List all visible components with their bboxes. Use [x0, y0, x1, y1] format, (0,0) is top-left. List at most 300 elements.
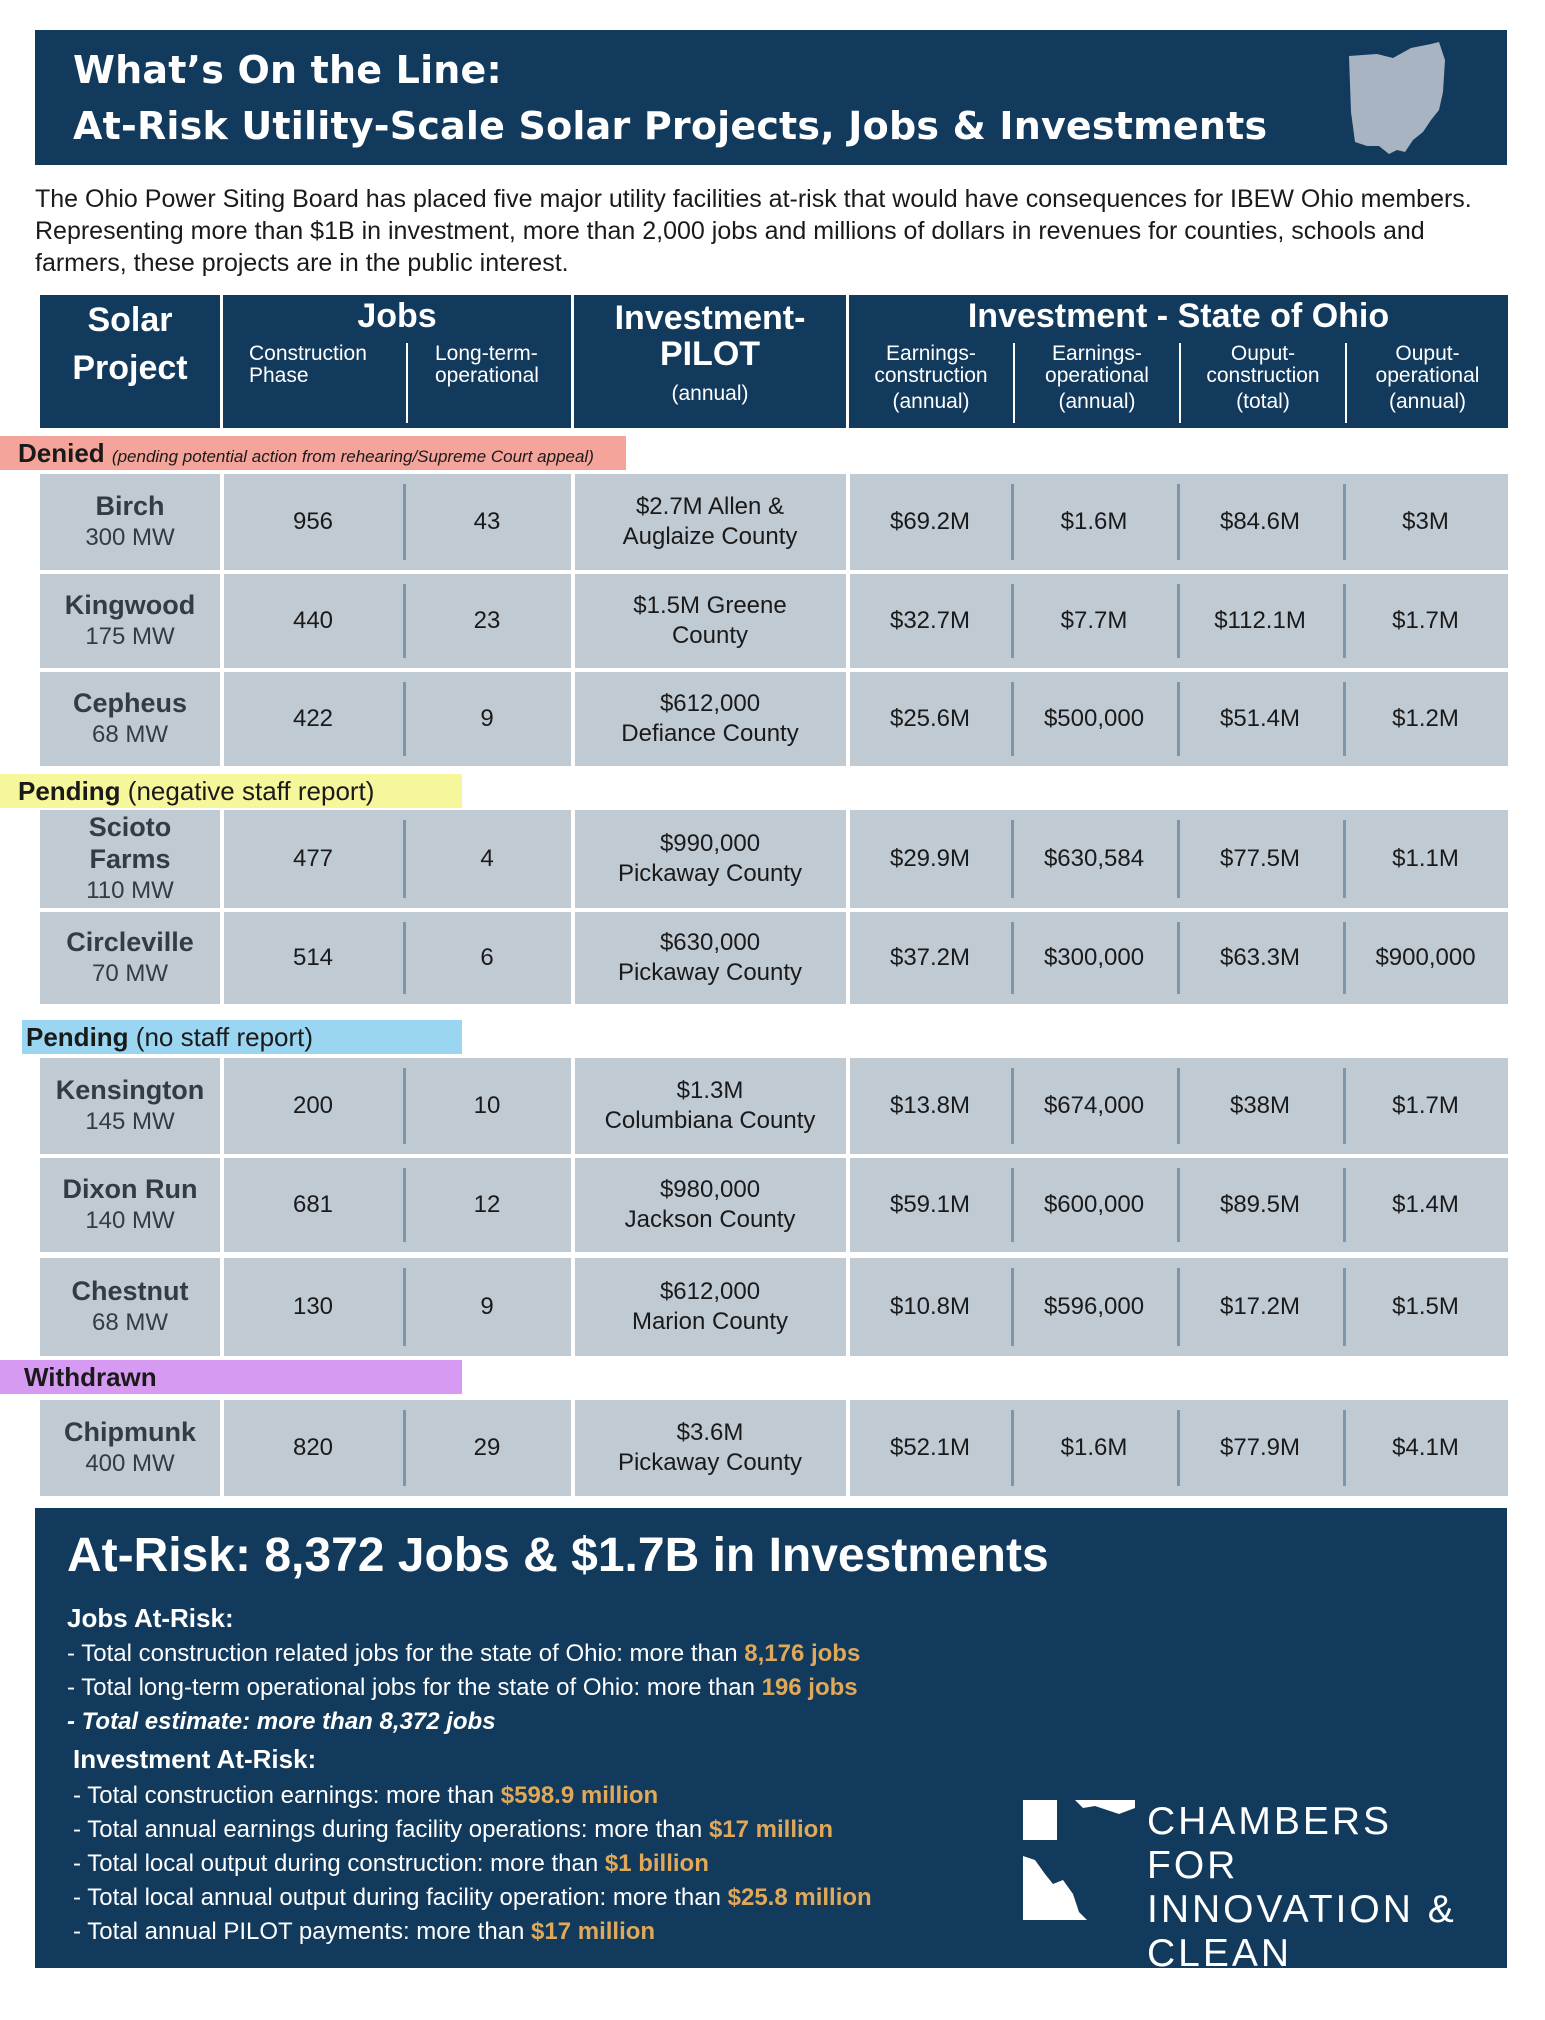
line-value: 8,176 jobs	[744, 1640, 861, 1667]
inner-divider	[1011, 1168, 1014, 1242]
value-out_op: $1.7M	[1392, 607, 1459, 634]
cell-longterm	[403, 1400, 571, 1496]
project-name: Circleville	[66, 927, 194, 957]
table-row	[40, 810, 1508, 908]
jobs-line	[67, 1674, 858, 1702]
cell-construction	[223, 1258, 403, 1356]
pilot-line: $612,000	[659, 1278, 761, 1305]
cell-name	[40, 574, 220, 668]
cell-name	[40, 1058, 220, 1154]
value-out_op: $1.5M	[1392, 1293, 1459, 1320]
cell-earn_op	[1011, 1258, 1177, 1356]
cell-out_op	[1343, 474, 1508, 570]
value-earn_op: $1.6M	[1060, 508, 1128, 535]
column-divider	[571, 1258, 575, 1356]
project-name: Kingwood	[64, 590, 196, 620]
pilot-line: $1.3M	[676, 1077, 744, 1104]
cell-construction	[223, 474, 403, 570]
column-divider	[220, 810, 224, 908]
header-earnings-operational	[1015, 343, 1179, 413]
inner-divider	[403, 1168, 406, 1242]
header-project-label: Project	[72, 349, 188, 387]
column-divider	[220, 574, 224, 668]
header-jobs-label: Jobs	[357, 297, 437, 335]
value-out_con: $51.4M	[1219, 705, 1301, 732]
inner-divider	[1343, 584, 1346, 658]
cell-name	[40, 672, 220, 766]
column-divider	[220, 1158, 224, 1252]
pilot-line: $612,000	[659, 690, 761, 717]
line-text: - Total local output during construction: more than	[73, 1850, 605, 1877]
cell-earn_con	[849, 912, 1011, 1004]
cell-earn_op	[1011, 912, 1177, 1004]
header-text: Ouput-	[1230, 342, 1296, 365]
cell-pilot	[574, 1400, 846, 1496]
cell-pilot	[574, 672, 846, 766]
inner-divider	[1011, 1410, 1014, 1486]
value-earn_con: $59.1M	[889, 1191, 971, 1218]
value-construction: 130	[292, 1293, 334, 1320]
table-row	[40, 1258, 1508, 1356]
category-label: Pending	[18, 776, 121, 806]
cell-earn_con	[849, 1258, 1011, 1356]
inner-divider	[1177, 922, 1180, 994]
column-divider	[846, 474, 850, 570]
category-label: Pending	[26, 1022, 129, 1052]
cell-earn_con	[849, 672, 1011, 766]
header-text: (annual)	[892, 390, 970, 413]
table-row	[40, 574, 1508, 668]
column-divider	[846, 574, 850, 668]
cell-out_op	[1343, 672, 1508, 766]
header-earnings-construction	[849, 343, 1013, 413]
title-line-2: At-Risk Utility-Scale Solar Projects, Jobs & Investments	[73, 104, 1268, 148]
jobs-total-line: - Total estimate: more than 8,372 jobs	[67, 1708, 496, 1735]
table-row	[40, 1400, 1508, 1496]
cell-out_con	[1177, 672, 1343, 766]
cell-out_con	[1177, 474, 1343, 570]
category-denied	[0, 436, 626, 470]
cell-construction	[223, 810, 403, 908]
value-earn_con: $25.6M	[889, 705, 971, 732]
value-earn_op: $500,000	[1043, 705, 1145, 732]
value-longterm: 9	[480, 705, 494, 732]
pilot-line: $630,000	[659, 929, 761, 956]
cell-out_op	[1343, 1258, 1508, 1356]
value-out_con: $84.6M	[1219, 508, 1301, 535]
inner-divider	[403, 1268, 406, 1346]
value-out_con: $77.5M	[1219, 845, 1301, 872]
cell-out_con	[1177, 912, 1343, 1004]
value-out_op: $1.4M	[1392, 1191, 1459, 1218]
value-earn_op: $600,000	[1043, 1191, 1145, 1218]
cell-name	[40, 1258, 220, 1356]
title-banner	[35, 30, 1507, 165]
pilot-line: County	[671, 622, 749, 649]
table-row	[40, 912, 1508, 1004]
pilot-line: Pickaway County	[617, 860, 803, 887]
cell-pilot	[574, 1058, 846, 1154]
value-out_con: $38M	[1229, 1092, 1291, 1119]
cell-pilot	[574, 1258, 846, 1356]
value-out_op: $900,000	[1375, 944, 1476, 971]
jobs-line	[67, 1640, 860, 1668]
column-divider	[846, 810, 850, 908]
header-text: operational	[1375, 364, 1480, 387]
category-label: Withdrawn	[24, 1362, 157, 1392]
category-note: (negative staff report)	[127, 776, 375, 806]
value-out_op: $3M	[1402, 508, 1449, 535]
inner-divider	[1011, 1268, 1014, 1346]
project-capacity: 70 MW	[91, 960, 168, 987]
cell-construction	[223, 1158, 403, 1252]
line-value: $17 million	[531, 1918, 656, 1945]
cell-out_con	[1177, 1400, 1343, 1496]
value-construction: 422	[292, 705, 334, 732]
pilot-line: Marion County	[631, 1308, 789, 1335]
value-construction: 514	[292, 944, 334, 971]
value-earn_con: $69.2M	[889, 508, 971, 535]
category-note: (no staff report)	[135, 1022, 314, 1052]
cell-earn_con	[849, 810, 1011, 908]
texas-map-logo-icon	[1023, 1800, 1135, 1920]
value-out_op: $1.1M	[1392, 845, 1459, 872]
logo-line: CHAMBERS FOR	[1147, 1800, 1393, 1887]
inner-divider	[1343, 484, 1346, 560]
cell-earn_op	[1011, 1158, 1177, 1252]
investment-line	[73, 1850, 709, 1878]
value-out_op: $1.2M	[1392, 705, 1459, 732]
cell-longterm	[403, 912, 571, 1004]
inner-divider	[1011, 682, 1014, 756]
value-out_op: $1.7M	[1392, 1092, 1459, 1119]
cell-name	[40, 912, 220, 1004]
header-output-operational	[1347, 343, 1508, 413]
cell-pilot	[574, 474, 846, 570]
cell-earn_op	[1011, 1400, 1177, 1496]
inner-divider	[1343, 1168, 1346, 1242]
inner-divider	[1343, 1410, 1346, 1486]
header-jobs	[223, 295, 571, 428]
value-earn_con: $13.8M	[889, 1092, 971, 1119]
logo-line: CLEAN ENERGY	[1147, 1932, 1330, 2019]
line-text: - Total annual earnings during facility operations: more than	[73, 1816, 709, 1843]
inner-divider	[1343, 682, 1346, 756]
header-text: (total)	[1236, 390, 1290, 413]
pilot-line: $1.5M Greene	[633, 592, 787, 619]
value-longterm: 6	[480, 944, 494, 971]
cell-construction	[223, 1400, 403, 1496]
value-out_con: $77.9M	[1219, 1434, 1301, 1461]
table-row	[40, 474, 1508, 570]
value-earn_con: $37.2M	[889, 944, 971, 971]
intro-paragraph: The Ohio Power Siting Board has placed five major utility facilities at-risk that would have consequences for IBEW Ohio members. Representing more than $1B in investment, more than 2,000 jobs and millions of dollars in revenues for counties, schools and farmers, these projects are in the public interest.	[35, 185, 1472, 277]
category-pending-none	[22, 1020, 462, 1054]
cell-earn_op	[1011, 574, 1177, 668]
cell-name	[40, 474, 220, 570]
header-pilot	[574, 295, 846, 428]
header-text: construction	[1206, 364, 1320, 387]
line-text: - Total local annual output during facility operation: more than	[73, 1884, 728, 1911]
pilot-line: Defiance County	[621, 720, 799, 747]
cell-out_con	[1177, 810, 1343, 908]
cell-pilot	[574, 912, 846, 1004]
column-divider	[846, 1158, 850, 1252]
pilot-line: Auglaize County	[622, 523, 798, 550]
project-name: Cepheus	[72, 688, 188, 718]
inner-divider	[403, 484, 406, 560]
column-divider	[846, 1400, 850, 1496]
project-capacity: 68 MW	[91, 1309, 168, 1336]
project-capacity: 400 MW	[85, 1450, 175, 1477]
cell-out_op	[1343, 1158, 1508, 1252]
header-text: construction	[874, 364, 988, 387]
header-pilot-label-2: PILOT	[659, 335, 761, 373]
pilot-line: $3.6M	[676, 1419, 744, 1446]
cell-out_op	[1343, 574, 1508, 668]
value-out_con: $89.5M	[1219, 1191, 1301, 1218]
inner-divider	[1343, 1268, 1346, 1346]
header-state-label: Investment - State of Ohio	[967, 297, 1390, 335]
line-value: $1 billion	[604, 1850, 709, 1877]
value-earn_op: $596,000	[1043, 1293, 1145, 1320]
pilot-line: Pickaway County	[617, 959, 803, 986]
inner-divider	[403, 820, 406, 898]
column-divider	[571, 574, 575, 668]
table-row	[40, 672, 1508, 766]
value-out_op: $4.1M	[1392, 1434, 1459, 1461]
column-divider	[571, 1158, 575, 1252]
value-longterm: 9	[480, 1293, 494, 1320]
inner-divider	[1177, 1268, 1180, 1346]
cell-construction	[223, 574, 403, 668]
summary-headline: At-Risk: 8,372 Jobs & $1.7B in Investments	[67, 1529, 1049, 1582]
value-earn_op: $300,000	[1043, 944, 1145, 971]
cell-out_op	[1343, 810, 1508, 908]
pilot-line: Pickaway County	[617, 1449, 803, 1476]
value-longterm: 43	[473, 508, 501, 535]
cell-out_con	[1177, 1158, 1343, 1252]
summary-panel	[35, 1508, 1507, 2019]
logo-line: INNOVATION &	[1147, 1888, 1457, 1931]
header-pilot-label: Investment-	[614, 299, 806, 337]
project-name: Dixon Run	[62, 1174, 198, 1204]
cell-longterm	[403, 574, 571, 668]
logo-wordmark	[1147, 1800, 1487, 2020]
value-earn_con: $32.7M	[889, 607, 971, 634]
header-pilot-annual: (annual)	[671, 382, 749, 405]
value-earn_op: $1.6M	[1060, 1434, 1128, 1461]
value-construction: 820	[292, 1434, 334, 1461]
column-divider	[220, 672, 224, 766]
pilot-line: Columbiana County	[604, 1107, 816, 1134]
cell-longterm	[403, 810, 571, 908]
cell-out_con	[1177, 574, 1343, 668]
cell-construction	[223, 1058, 403, 1154]
pilot-line: $990,000	[659, 830, 761, 857]
pilot-line: Jackson County	[624, 1206, 796, 1233]
inner-divider	[1177, 682, 1180, 756]
inner-divider	[1343, 820, 1346, 898]
header-jobs-longterm	[435, 343, 539, 387]
investment-line	[73, 1918, 655, 1946]
header-text: operational	[1045, 364, 1149, 387]
header-text: Earnings-	[1052, 342, 1142, 365]
inner-divider	[403, 1410, 406, 1486]
value-longterm: 12	[473, 1191, 501, 1218]
column-divider	[571, 474, 575, 570]
header-output-construction	[1181, 343, 1345, 413]
inner-divider	[403, 1068, 406, 1144]
value-construction: 956	[292, 508, 334, 535]
value-construction: 477	[292, 845, 334, 872]
value-longterm: 4	[480, 845, 494, 872]
value-out_con: $17.2M	[1219, 1293, 1301, 1320]
category-label: Denied	[18, 438, 105, 468]
header-text: Construction	[249, 342, 367, 365]
project-name: Kensington	[55, 1075, 205, 1105]
value-longterm: 10	[473, 1092, 501, 1119]
value-earn_op: $674,000	[1043, 1092, 1145, 1119]
header-text: (annual)	[1058, 390, 1136, 413]
value-construction: 440	[292, 607, 334, 634]
project-capacity: 110 MW	[86, 877, 174, 904]
inner-divider	[1343, 922, 1346, 994]
column-divider	[846, 1058, 850, 1154]
inner-divider	[1177, 584, 1180, 658]
line-text: - Total construction related jobs for the state of Ohio: more than	[67, 1640, 745, 1667]
column-divider	[571, 912, 575, 1004]
value-construction: 200	[292, 1092, 334, 1119]
pilot-line: $980,000	[659, 1176, 761, 1203]
line-value: $598.9 million	[500, 1782, 659, 1809]
line-text: - Total construction earnings: more than	[73, 1782, 501, 1809]
inner-divider	[1011, 820, 1014, 898]
value-earn_op: $7.7M	[1060, 607, 1128, 634]
cell-longterm	[403, 1058, 571, 1154]
header-text: Phase	[249, 364, 309, 387]
inner-divider	[1177, 1410, 1180, 1486]
category-withdrawn	[0, 1360, 462, 1394]
cell-construction	[223, 672, 403, 766]
jobs-at-risk-heading: Jobs At-Risk:	[67, 1603, 234, 1633]
inner-divider	[403, 584, 406, 658]
cell-name	[40, 810, 220, 908]
cell-earn_con	[849, 1058, 1011, 1154]
cell-earn_op	[1011, 474, 1177, 570]
column-divider	[220, 1400, 224, 1496]
column-divider	[220, 912, 224, 1004]
cell-pilot	[574, 810, 846, 908]
line-text: - Total annual PILOT payments: more than	[73, 1918, 532, 1945]
header-state-of-ohio	[849, 295, 1508, 428]
cell-construction	[223, 912, 403, 1004]
value-longterm: 29	[473, 1434, 501, 1461]
line-value: $25.8 million	[727, 1884, 872, 1911]
category-note: (pending potential action from rehearing/Supreme Court appeal)	[111, 447, 594, 466]
project-name: Scioto Farms	[88, 812, 172, 874]
cell-earn_con	[849, 1400, 1011, 1496]
header-text: Earnings-	[886, 342, 976, 365]
value-out_con: $112.1M	[1214, 607, 1306, 634]
inner-divider	[403, 682, 406, 756]
inner-divider	[1343, 1068, 1346, 1144]
cell-longterm	[403, 1258, 571, 1356]
header-divider	[406, 343, 408, 423]
header-jobs-construction	[249, 343, 367, 387]
pilot-line: $2.7M Allen &	[635, 493, 785, 520]
value-out_con: $63.3M	[1219, 944, 1301, 971]
column-divider	[846, 912, 850, 1004]
table-row	[40, 1158, 1508, 1252]
cell-out_con	[1177, 1058, 1343, 1154]
column-divider	[220, 474, 224, 570]
header-text: Long-term-	[435, 342, 538, 365]
value-earn_con: $10.8M	[889, 1293, 971, 1320]
column-divider	[571, 810, 575, 908]
investment-line	[73, 1782, 658, 1810]
inner-divider	[1011, 484, 1014, 560]
cell-earn_con	[849, 1158, 1011, 1252]
column-divider	[571, 1058, 575, 1154]
category-pending-negative	[0, 774, 462, 808]
cell-name	[40, 1158, 220, 1252]
cell-earn_op	[1011, 1058, 1177, 1154]
column-divider	[220, 1058, 224, 1154]
cell-longterm	[403, 672, 571, 766]
header-text: operational	[435, 364, 539, 387]
inner-divider	[1177, 1068, 1180, 1144]
cell-earn_con	[849, 574, 1011, 668]
cell-earn_op	[1011, 810, 1177, 908]
project-name: Chipmunk	[64, 1417, 196, 1447]
column-divider	[571, 1400, 575, 1496]
header-solar-label: Solar	[87, 301, 173, 339]
investment-line	[73, 1816, 833, 1844]
project-capacity: 68 MW	[91, 721, 168, 748]
inner-divider	[1177, 484, 1180, 560]
cell-out_op	[1343, 1058, 1508, 1154]
inner-divider	[1177, 1168, 1180, 1242]
header-solar-project	[40, 295, 220, 428]
cell-name	[40, 1400, 220, 1496]
inner-divider	[1011, 1068, 1014, 1144]
cell-pilot	[574, 574, 846, 668]
inner-divider	[1177, 820, 1180, 898]
line-value: 196 jobs	[761, 1674, 858, 1701]
project-capacity: 300 MW	[85, 524, 175, 551]
line-value: $17 million	[708, 1816, 833, 1843]
value-longterm: 23	[473, 607, 501, 634]
project-name: Birch	[95, 491, 165, 521]
project-capacity: 145 MW	[85, 1108, 175, 1135]
header-text: Ouput-	[1395, 342, 1460, 365]
inner-divider	[1011, 584, 1014, 658]
column-divider	[846, 672, 850, 766]
cell-out_op	[1343, 1400, 1508, 1496]
column-divider	[846, 1258, 850, 1356]
value-earn_con: $52.1M	[889, 1434, 971, 1461]
column-divider	[220, 1258, 224, 1356]
title-line-1: What’s On the Line:	[73, 48, 502, 92]
project-capacity: 140 MW	[85, 1207, 175, 1234]
cell-earn_op	[1011, 672, 1177, 766]
inner-divider	[403, 922, 406, 994]
project-capacity: 175 MW	[85, 623, 175, 650]
cell-pilot	[574, 1158, 846, 1252]
cell-out_op	[1343, 912, 1508, 1004]
ohio-map-icon	[1347, 42, 1452, 157]
